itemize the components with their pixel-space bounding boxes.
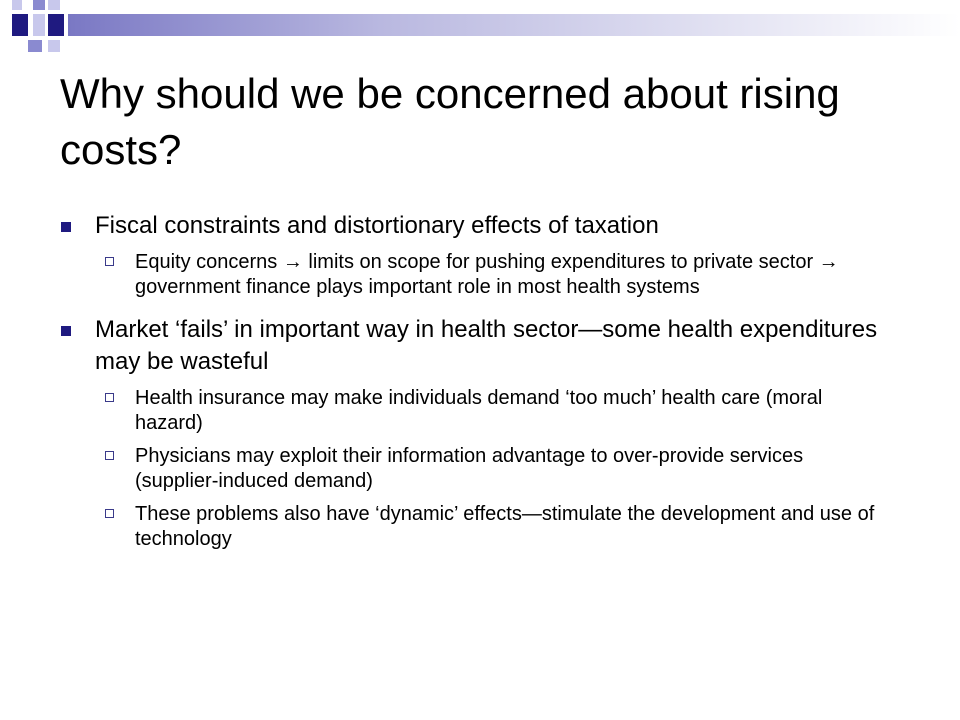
square-bullet-icon [61,222,71,232]
sub-bullet-text: Physicians may exploit their information advantage to over-provide services (supplier-induced demand) [135,445,804,492]
bullet-item [60,210,880,242]
sub-bullet-item [95,502,880,552]
header-decoration [0,0,960,60]
sub-bullet-item [95,250,880,300]
hollow-square-bullet-icon [105,393,114,402]
sub-bullet-item [95,444,880,494]
sub-bullet-text: Health insurance may make individuals demand ‘too much’ health care (moral hazard) [135,387,823,434]
hollow-square-bullet-icon [105,509,114,518]
slide-title: Why should we be concerned about rising costs? [60,70,840,173]
slide-body [60,210,880,560]
bullet-text: Fiscal constraints and distortionary effects of taxation [95,212,659,239]
deco-square-1 [12,0,22,10]
sub-bullet-text: These problems also have ‘dynamic’ effects—stimulate the development and use of technology [135,503,875,550]
hollow-square-bullet-icon [105,257,114,266]
deco-square-8 [48,40,60,52]
deco-square-2 [33,0,45,10]
header-bar [68,14,960,36]
deco-square-6 [48,14,64,36]
square-bullet-icon [61,326,71,336]
deco-square-4 [12,14,28,36]
deco-square-3 [48,0,60,10]
deco-square-5 [33,14,45,36]
sub-bullet-item [95,386,880,436]
hollow-square-bullet-icon [105,451,114,460]
sub-bullet-text: Equity concerns → limits on scope for pushing expenditures to private sector → government finance plays important role in most health systems [135,251,839,298]
bullet-text: Market ‘fails’ in important way in health sector—some health expenditures may be wasteful [95,316,878,375]
bullet-item [60,314,880,378]
deco-square-7 [28,40,42,52]
